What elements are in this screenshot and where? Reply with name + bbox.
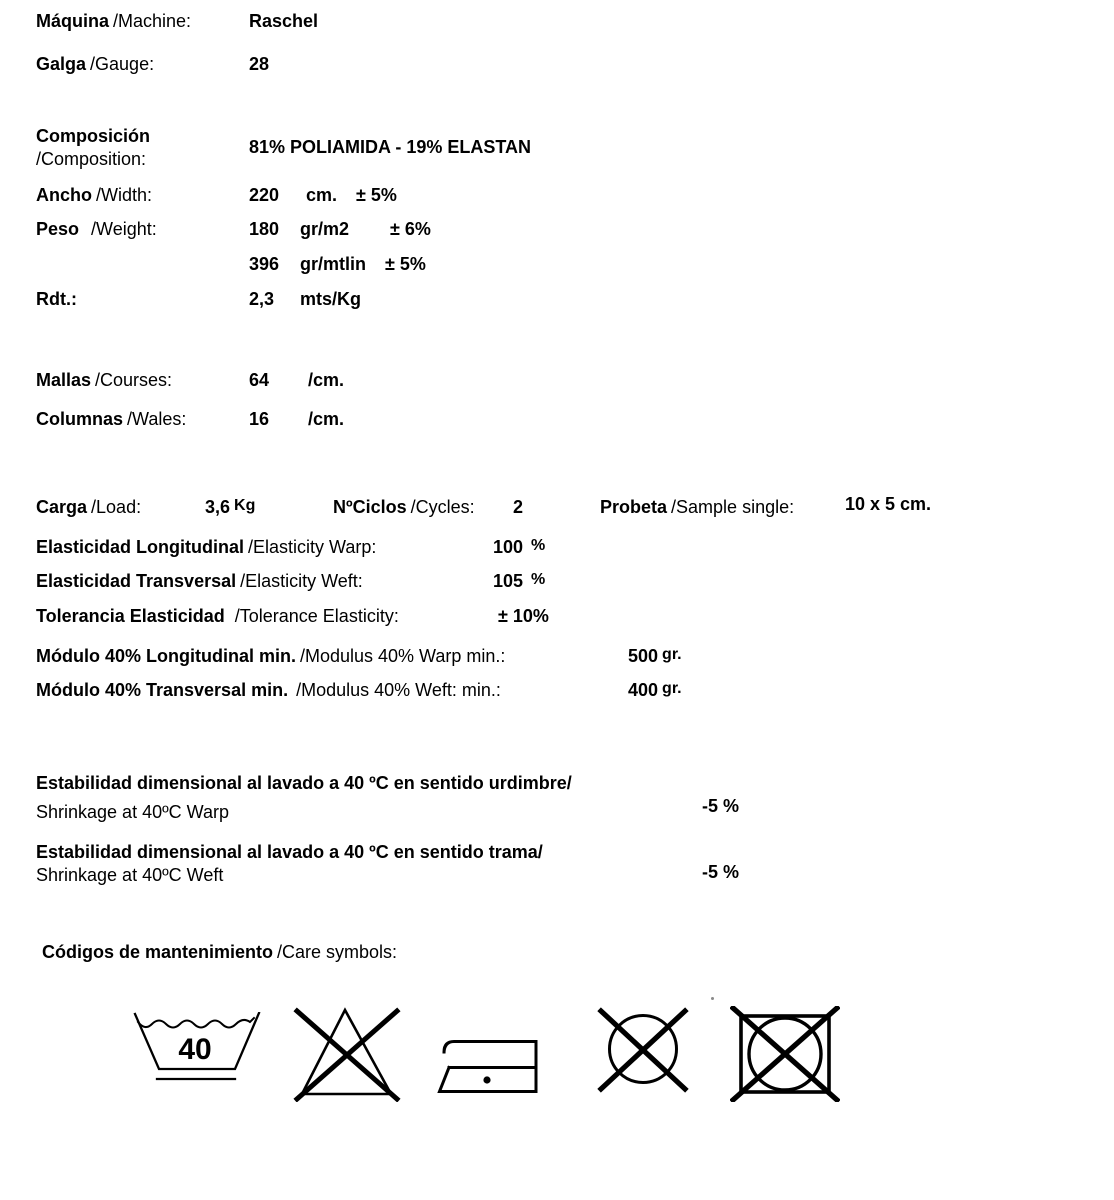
modulus-warp-value-group	[628, 645, 682, 669]
elasticity-warp-value: 100	[493, 537, 524, 557]
scan-speck	[711, 997, 714, 1000]
elasticity-weft-label	[36, 570, 363, 592]
elasticity-warp-unit: %	[531, 537, 546, 554]
courses-value: 64	[249, 370, 270, 390]
weight-m2-value: 180	[249, 219, 280, 239]
spec-row-shrinkage-warp	[0, 769, 1114, 825]
spec-row-wales	[0, 408, 1114, 432]
elasticity-weft-value-group	[493, 570, 545, 594]
courses-label-en: /Courses:	[95, 370, 173, 390]
yield-value: 2,3	[249, 289, 275, 309]
wash-40-mild-icon	[131, 1012, 263, 1084]
do-not-tumble-dry-icon	[730, 1006, 840, 1102]
weight-linear-unit: gr/mtlin	[300, 254, 366, 274]
modulus-weft-label-es: Módulo 40% Transversal min.	[36, 680, 289, 700]
courses-label-es: Mallas	[36, 370, 92, 390]
spec-row-elasticity-weft	[0, 570, 1114, 594]
load-label-es: Carga	[36, 497, 88, 517]
elasticity-tolerance-label	[36, 605, 399, 627]
composition-label-en: /Composition:	[36, 149, 147, 169]
elasticity-warp-label-es: Elasticidad Longitudinal	[36, 537, 245, 557]
shrinkage-warp-label-es: Estabilidad dimensional al lavado a 40 ºC en sentido urdimbre/	[36, 773, 572, 793]
gauge-label-en: /Gauge:	[90, 54, 155, 74]
shrinkage-warp-label	[36, 769, 572, 827]
sample-label-en: /Sample single:	[671, 497, 795, 517]
load-value-group	[205, 496, 255, 520]
elasticity-weft-label-en: /Elasticity Weft:	[240, 571, 363, 591]
spec-row-weight-m2	[0, 218, 1114, 242]
yield-unit: mts/Kg	[300, 289, 362, 309]
shrinkage-warp-value: -5 %	[702, 796, 740, 816]
weight-m2-tolerance: ± 6%	[390, 219, 431, 239]
cycles-label	[333, 496, 475, 518]
care-symbols-heading	[0, 941, 1114, 965]
spec-row-modulus-weft	[0, 679, 1114, 703]
care-symbols-label	[42, 941, 397, 963]
width-label-en: /Width:	[96, 185, 153, 205]
wash-temperature-label: 40	[178, 1033, 212, 1066]
do-not-dry-clean-icon	[597, 1006, 689, 1094]
modulus-warp-label	[36, 645, 505, 667]
modulus-weft-unit: gr.	[662, 680, 682, 697]
modulus-weft-value: 400	[628, 680, 659, 700]
gauge-label-es: Galga	[36, 54, 87, 74]
spec-row-width	[0, 184, 1114, 208]
spec-row-shrinkage-weft	[0, 841, 1114, 891]
yield-label: Rdt.:	[36, 289, 77, 309]
weight-linear-value: 396	[249, 254, 280, 274]
wales-label-es: Columnas	[36, 409, 124, 429]
iron-one-dot-icon	[437, 1039, 539, 1095]
elasticity-tolerance-label-es: Tolerancia Elasticidad	[36, 606, 225, 626]
spec-row-weight-linear	[0, 253, 1114, 277]
width-tolerance: ± 5%	[356, 185, 397, 205]
width-label	[36, 184, 152, 206]
width-unit: cm.	[306, 185, 338, 205]
modulus-weft-value-group	[628, 679, 682, 703]
spec-row-yield	[0, 288, 1114, 312]
width-value: 220	[249, 185, 280, 205]
do-not-bleach-icon	[293, 1004, 401, 1102]
spec-row-courses	[0, 369, 1114, 393]
elasticity-weft-label-es: Elasticidad Transversal	[36, 571, 237, 591]
courses-unit: /cm.	[308, 370, 345, 390]
machine-value: Raschel	[249, 11, 319, 31]
load-value: 3,6	[205, 497, 231, 517]
machine-label-en: /Machine:	[113, 11, 192, 31]
gauge-label	[36, 53, 154, 75]
modulus-weft-label	[36, 679, 501, 701]
shrinkage-weft-value: -5 %	[702, 862, 740, 882]
load-label	[36, 496, 141, 518]
machine-label-es: Máquina	[36, 11, 110, 31]
care-symbols-label-es: Códigos de mantenimiento	[42, 942, 274, 962]
wales-label	[36, 408, 186, 430]
modulus-warp-unit: gr.	[662, 646, 682, 663]
sample-label	[600, 496, 794, 518]
modulus-warp-label-es: Módulo 40% Longitudinal min.	[36, 646, 296, 666]
wales-value: 16	[249, 409, 270, 429]
courses-label	[36, 369, 172, 391]
load-label-en: /Load:	[91, 497, 142, 517]
elasticity-tolerance-value: ± 10%	[498, 606, 549, 626]
composition-label-es: Composición	[36, 126, 151, 146]
weight-m2-unit: gr/m2	[300, 219, 350, 239]
composition-value: 81% POLIAMIDA - 19% ELASTAN	[249, 137, 532, 157]
weight-linear-tolerance: ± 5%	[385, 254, 426, 274]
width-label-es: Ancho	[36, 185, 92, 205]
spec-row-elasticity-tolerance	[0, 605, 1114, 629]
weight-label-en: /Weight:	[91, 219, 157, 239]
elasticity-weft-unit: %	[531, 571, 546, 588]
spec-row-elasticity-warp	[0, 536, 1114, 560]
wales-label-en: /Wales:	[127, 409, 187, 429]
sample-value: 10 x 5 cm.	[845, 494, 932, 514]
cycles-label-en: /Cycles:	[410, 497, 475, 517]
spec-row-gauge	[0, 53, 1114, 77]
sample-label-es: Probeta	[600, 497, 668, 517]
spec-row-machine	[0, 10, 1114, 34]
machine-label	[36, 10, 191, 32]
composition-label	[36, 125, 150, 171]
spec-row-composition	[0, 125, 1114, 175]
shrinkage-weft-label-es: Estabilidad dimensional al lavado a 40 ºC en sentido trama/	[36, 842, 543, 862]
shrinkage-weft-label	[36, 841, 543, 887]
wales-unit: /cm.	[308, 409, 345, 429]
shrinkage-warp-label-en: Shrinkage at 40ºC Warp	[36, 802, 229, 822]
elasticity-tolerance-label-en: /Tolerance Elasticity:	[234, 606, 399, 626]
load-unit: Kg	[234, 497, 256, 514]
elasticity-warp-label	[36, 536, 376, 558]
elasticity-warp-label-en: /Elasticity Warp:	[248, 537, 377, 557]
weight-label	[36, 218, 157, 240]
care-symbols-label-en: /Care symbols:	[277, 942, 398, 962]
elasticity-warp-value-group	[493, 536, 545, 560]
spec-row-load-cycles-sample	[0, 496, 1114, 520]
cycles-label-es: NºCiclos	[333, 497, 407, 517]
gauge-value: 28	[249, 54, 270, 74]
modulus-warp-label-en: /Modulus 40% Warp min.:	[299, 646, 506, 666]
elasticity-weft-value: 105	[493, 571, 524, 591]
modulus-warp-value: 500	[628, 646, 659, 666]
modulus-weft-label-en: /Modulus 40% Weft: min.:	[296, 680, 501, 700]
cycles-value: 2	[513, 497, 524, 517]
shrinkage-weft-label-en: Shrinkage at 40ºC Weft	[36, 865, 224, 885]
weight-label-es: Peso	[36, 219, 80, 239]
spec-row-modulus-warp	[0, 645, 1114, 669]
